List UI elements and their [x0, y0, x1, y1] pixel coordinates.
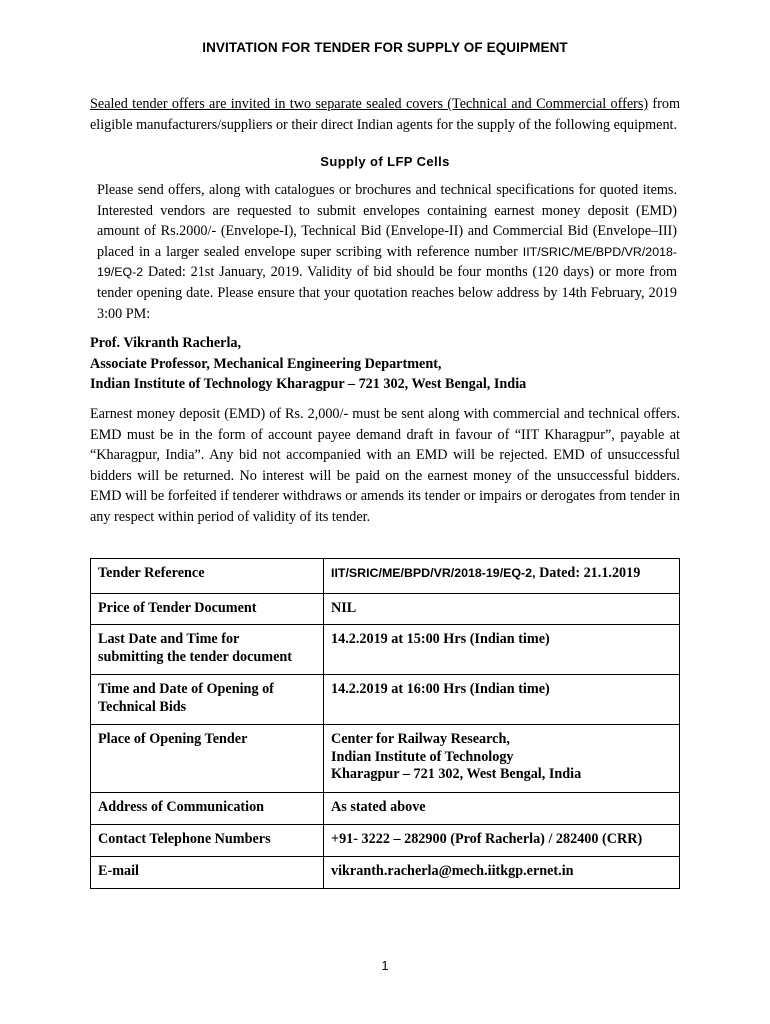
last-date-value: 14.2.2019 at 15:00 Hrs (Indian time) — [324, 625, 680, 675]
place-value-line3: Kharagpur – 721 302, West Bengal, India — [331, 766, 582, 782]
opening-value: 14.2.2019 at 16:00 Hrs (Indian time) — [324, 675, 680, 725]
email-label: E-mail — [91, 857, 324, 889]
offers-reference-number: IIT/SRIC/ME/BPD/VR/2018-19/EQ-2 — [97, 244, 678, 280]
emd-paragraph: Earnest money deposit (EMD) of Rs. 2,000/- must be sent along with commercial and technical offers. EMD must be in the form of account payee demand draft in favour of “IIT Kharagpur”, payable at “Kharagpur, India”. Any bid not accompanied with an EMD will be rejected. EMD of unsuccessful bidders will be returned. No interest will be paid on the earnest money of the unsuccessful bidders. EMD will be forfeited if tenderer withdraws or amends its tender or impairs or derogates from tender in any respect within period of validity of its tender. — [90, 406, 680, 525]
last-date-label — [91, 625, 324, 675]
opening-label — [91, 675, 324, 725]
price-label: Price of Tender Document — [91, 594, 324, 625]
supply-heading: Supply of LFP Cells — [320, 154, 450, 169]
tender-reference-label: Tender Reference — [91, 559, 324, 594]
tender-reference-date: Dated: 21.1.2019 — [535, 565, 641, 581]
price-value: NIL — [324, 594, 680, 625]
email-value: vikranth.racherla@mech.iitkgp.ernet.in — [324, 857, 680, 889]
last-date-label-line2: submitting the tender document — [98, 648, 293, 665]
communication-label: Address of Communication — [91, 793, 324, 825]
table-row — [91, 825, 680, 857]
page-number: 1 — [381, 958, 389, 973]
table-row — [91, 625, 680, 675]
address-line-designation: Associate Professor, Mechanical Engineering Department, — [90, 355, 442, 372]
table-row — [91, 559, 680, 594]
offers-paragraph — [97, 180, 677, 324]
address-line-institute: Indian Institute of Technology Kharagpur – 721 302, West Bengal, India — [90, 376, 527, 393]
place-value-line2: Indian Institute of Technology — [331, 748, 514, 765]
opening-label-line1: Time and Date of Opening of — [98, 681, 274, 697]
document-title: INVITATION FOR TENDER FOR SUPPLY OF EQUIPMENT — [202, 40, 568, 55]
communication-value: As stated above — [324, 793, 680, 825]
intro-underlined-text: Sealed tender offers are invited in two separate sealed covers (Technical and Commercial offers) — [90, 96, 649, 112]
opening-label-line2: Technical Bids — [98, 698, 187, 715]
telephone-value: +91- 3222 – 282900 (Prof Racherla) / 282400 (CRR) — [324, 825, 680, 857]
address-line-name: Prof. Vikranth Racherla, — [90, 335, 242, 351]
table-row — [91, 675, 680, 725]
table-row — [91, 725, 680, 793]
intro-text: from eligible manufacturers/suppliers or their direct Indian agents for the supply of the following equipment. — [90, 96, 681, 133]
place-value — [324, 725, 680, 793]
table-row — [91, 793, 680, 825]
table-row — [91, 857, 680, 889]
table-row — [91, 594, 680, 625]
address-block — [90, 333, 680, 395]
intro-paragraph — [90, 94, 680, 135]
last-date-label-line1: Last Date and Time for — [98, 631, 240, 647]
tender-reference-value — [324, 559, 680, 594]
tender-details-table — [90, 558, 680, 889]
offers-text-part2: Dated: 21st January, 2019. Validity of bid should be four months (120 days) or more from tender opening date. Please ensure that your quotation reaches below address by 14th February, 2019 3:00 PM: — [97, 264, 677, 322]
place-value-line1: Center for Railway Research, — [331, 731, 510, 747]
offers-text-part1: Please send offers, along with catalogues or brochures and technical specifications for quoted items. Interested vendors are requested to submit envelopes containing earnest money deposit (EMD) amount of Rs.2000/- (Envelope-I), Technical Bid (Envelope-II) and Commercial Bid (Envelope–III) placed in a larger sealed envelope super scribing with reference number — [97, 182, 677, 260]
place-label: Place of Opening Tender — [91, 725, 324, 793]
telephone-label: Contact Telephone Numbers — [91, 825, 324, 857]
tender-reference-code: IIT/SRIC/ME/BPD/VR/2018-19/EQ-2, — [331, 566, 536, 580]
